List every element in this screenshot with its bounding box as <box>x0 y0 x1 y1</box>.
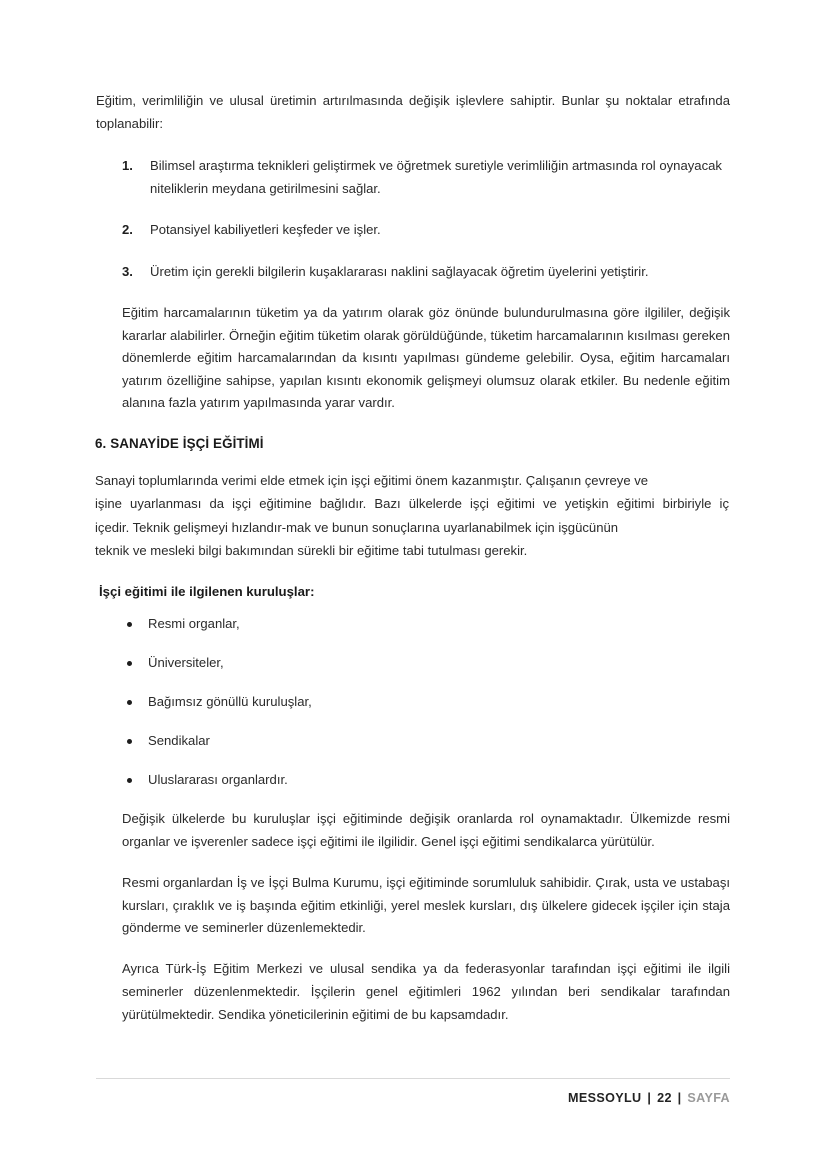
bullet-list <box>96 613 730 792</box>
bullet-list-item <box>96 730 730 753</box>
footer-text <box>96 1091 730 1105</box>
bullet-item-text: Resmi organlar, <box>148 616 240 632</box>
bullet-icon <box>127 700 132 705</box>
section-paragraph <box>95 469 730 562</box>
numbered-list <box>96 155 730 283</box>
section-heading: 6. SANAYİDE İŞÇİ EĞİTİMİ <box>95 435 264 451</box>
page-footer <box>96 1078 730 1105</box>
bullet-list-item <box>96 652 730 675</box>
paragraph-line: içedir. Teknik gelişmeyi hızlandır-mak ve bunun sonuçlarına uyarlanabilmek için işgücünün <box>95 519 619 535</box>
bullet-item-text: Uluslararası organlardır. <box>148 772 288 788</box>
paragraph-line: Sanayi toplumlarında verimi elde etmek için işçi eğitimi önem kazanmıştır. Çalışanın çevreye ve <box>95 472 649 488</box>
bullet-list-item <box>96 613 730 636</box>
numbered-list-item <box>96 155 730 200</box>
list-item-text: Potansiyel kabiliyetleri keşfeder ve işler. <box>150 222 381 237</box>
bullet-item-text: Bağımsız gönüllü kuruluşlar, <box>148 694 312 710</box>
footer-divider <box>96 1078 730 1079</box>
closing-paragraph: Resmi organlardan İş ve İşçi Bulma Kurumu, işçi eğitiminde sorumluluk sahibidir. Çırak, usta ve ustabaşı kursları, çıraklık ve iş başında eğitim etkinliği, yerel meslek kursları, dış ülkelere gidecek işçiler için staja gönderme ve seminerler düzenlemektedir. <box>122 874 730 936</box>
numbered-list-item <box>96 219 730 242</box>
list-marker: 3. <box>122 263 133 279</box>
bullet-list-item <box>96 691 730 714</box>
footer-separator: | <box>647 1091 652 1105</box>
footer-page-number: 22 <box>657 1091 672 1105</box>
list-marker: 2. <box>122 222 133 237</box>
footer-separator: | <box>677 1091 682 1105</box>
bullet-icon <box>127 778 132 783</box>
bullet-icon <box>127 739 132 744</box>
bullet-icon <box>127 622 132 627</box>
numbered-list-item <box>96 261 730 284</box>
bullet-item-text: Üniversiteler, <box>148 655 224 671</box>
intro-paragraph: Eğitim, verimliliğin ve ulusal üretimin artırılmasında değişik işlevlere sahiptir. Bunlar şu noktalar etrafında toplanabilir: <box>96 93 730 131</box>
bullet-item-text: Sendikalar <box>148 733 210 749</box>
footer-page-label: SAYFA <box>687 1091 730 1105</box>
paragraph-line: işine uyarlanması da işçi eğitimine bağlıdır. Bazı ülkelerde işçi eğitimi ve yetişkin eğitimi birbiriyle iç <box>95 496 729 512</box>
sub-heading: İşçi eğitimi ile ilgilenen kuruluşlar: <box>99 584 315 600</box>
list-marker: 1. <box>122 158 133 173</box>
footer-author: MESSOYLU <box>568 1091 642 1105</box>
closing-paragraphs <box>96 808 730 1026</box>
closing-paragraph: Değişik ülkelerde bu kuruluşlar işçi eğitiminde değişik oranlarda rol oynamaktadır. Ülkemizde resmi organlar ve işverenler sadece işçi eğitimi ile ilgilidir. Genel işçi eğitimi sendikalarca yürütülür. <box>122 811 730 849</box>
page-content <box>96 90 730 1027</box>
list-item-text: Bilimsel araştırma teknikleri geliştirmek ve öğretmek suretiyle verimliliğin artmasında rol oynayacak niteliklerin meydana getirilmesini sağlar. <box>150 158 722 196</box>
paragraph-line: teknik ve mesleki bilgi bakımından sürekli bir eğitime tabi tutulması gerekir. <box>95 542 528 558</box>
list-item-text: Üretim için gerekli bilgilerin kuşaklararası naklini sağlayacak öğretim üyelerini yetiştirir. <box>150 263 649 279</box>
indented-paragraph: Eğitim harcamalarının tüketim ya da yatırım olarak göz önünde bulundurulmasına göre ilgililer, değişik kararlar alabilirler. Örneğin eğitim tüketim olarak görüldüğünde, tüketim harcamalarının kısılması gereken dönemlerde eğitim harcamalarından da kısıntı yapılması gündeme gelebilir. Oysa, eğitim harcamaları yatırım özelliğine sahipse, yapılan kısıntı ekonomik gelişmeyi olumsuz olarak etkiler. Bu nedenle eğitim alanına fazla yatırım yapılmasında yarar vardır. <box>122 305 730 411</box>
bullet-list-item <box>96 769 730 792</box>
bullet-icon <box>127 661 132 666</box>
closing-paragraph: Ayrıca Türk-İş Eğitim Merkezi ve ulusal sendika ya da federasyonlar tarafından işçi eğitimi ile ilgili seminerler düzenlenmektedir. İşçilerin genel eğitimleri 1962 yılından beri sendikalar tarafından yürütülmektedir. Sendika yöneticilerinin eğitimi de bu kapsamdadır. <box>122 961 730 1022</box>
